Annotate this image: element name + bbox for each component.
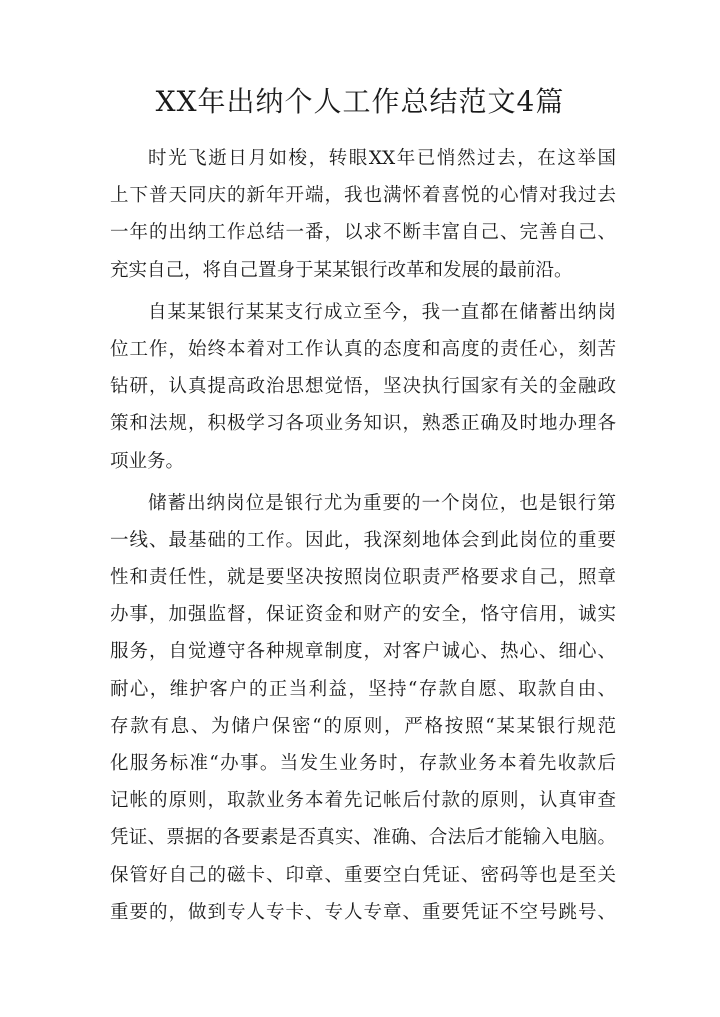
paragraph-line: 时光飞逝日月如梭，转眼XX年已悄然过去，在这举国 (148, 148, 616, 169)
paragraph-line: 记帐的原则，取款业务本着先记帐后付款的原则，认真审查 (110, 790, 616, 812)
paragraph-2 (110, 294, 616, 480)
paragraph-line: 服务，自觉遵守各种规章制度，对客户诚心、热心、细心、 (110, 641, 616, 663)
paragraph-line: 办事，加强监督，保证资金和财产的安全，恪守信用，诚实 (110, 604, 616, 626)
paragraph-1 (110, 140, 616, 289)
paragraph-line: 上下普天同庆的新年开端，我也满怀着喜悦的心情对我过去 (110, 185, 616, 207)
paragraph-line: 耐心，维护客户的正当利益，坚持“存款自愿、取款自由、 (110, 678, 616, 700)
paragraph-line: 钻研，认真提高政治思想觉悟，坚决执行国家有关的金融政 (110, 376, 616, 398)
paragraph-line: 储蓄出纳岗位是银行尤为重要的一个岗位，也是银行第 (148, 492, 616, 514)
paragraph-line: 项业务。 (110, 450, 185, 472)
paragraph-line: 化服务标准“办事。当发生业务时，存款业务本着先收款后 (110, 753, 616, 774)
paragraph-3 (110, 485, 616, 931)
paragraph-line: 保管好自己的磁卡、印章、重要空白凭证、密码等也是至关 (110, 864, 616, 886)
paragraph-line: 性和责任性，就是要坚决按照岗位职责严格要求自己，照章 (110, 567, 616, 589)
paragraph-line: 重要的，做到专人专卡、专人专章、重要凭证不空号跳号、 (110, 901, 616, 923)
paragraph-line: 一线、最基础的工作。因此，我深刻地体会到此岗位的重要 (110, 529, 616, 551)
paragraph-line: 充实自己，将自己置身于某某银行改革和发展的最前沿。 (110, 259, 573, 281)
document-title: XX年出纳个人工作总结范文4篇 (155, 85, 565, 118)
document-body (110, 140, 616, 931)
paragraph-line: 一年的出纳工作总结一番，以求不断丰富自己、完善自己、 (110, 222, 616, 244)
paragraph-line: 位工作，始终本着对工作认真的态度和高度的责任心，刻苦 (110, 338, 616, 360)
paragraph-line: 凭证、票据的各要素是否真实、准确、合法后才能输入电脑。 (110, 827, 616, 849)
paragraph-line: 存款有息、为储户保密“的原则，严格按照“某某银行规范 (110, 715, 616, 737)
paragraph-line: 自某某银行某某支行成立至今，我一直都在储蓄出纳岗 (148, 301, 616, 323)
paragraph-line: 策和法规，积极学习各项业务知识，熟悉正确及时地办理各 (110, 413, 616, 435)
